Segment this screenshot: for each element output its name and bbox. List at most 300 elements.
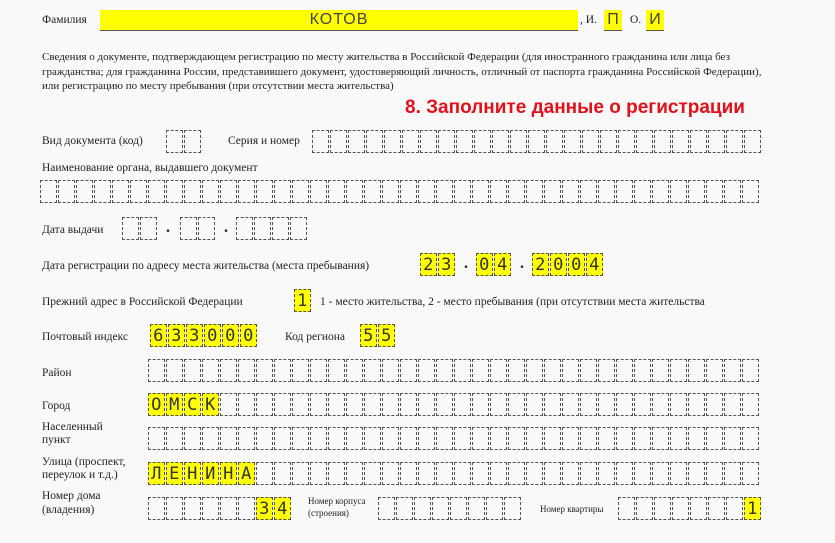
cell[interactable] [220,427,237,450]
cell[interactable] [238,427,255,450]
cell[interactable] [202,497,219,520]
cell[interactable] [382,180,399,203]
issuer-cells[interactable] [40,180,760,203]
cell[interactable] [400,359,417,382]
cell[interactable] [184,427,201,450]
cell[interactable] [328,180,345,203]
cell[interactable] [418,393,435,416]
cell[interactable] [742,462,759,485]
date-separator: . [520,255,524,272]
cell[interactable] [238,359,255,382]
cell[interactable] [346,180,363,203]
cell[interactable] [166,427,183,450]
cell[interactable] [688,359,705,382]
cell[interactable] [582,130,599,153]
cell[interactable] [634,359,651,382]
house-label-2: (владения) [42,504,95,516]
cell[interactable] [292,180,309,203]
cell[interactable] [256,393,273,416]
cell[interactable] [670,427,687,450]
cell[interactable] [400,393,417,416]
cell[interactable] [454,180,471,203]
cell[interactable] [634,393,651,416]
cell[interactable] [472,393,489,416]
prev-address-cells[interactable] [294,289,312,312]
cell[interactable] [492,130,509,153]
cell[interactable] [562,462,579,485]
cell[interactable]: М [166,393,183,416]
cell[interactable] [346,393,363,416]
cell[interactable]: 5 [378,324,395,347]
cell[interactable] [472,427,489,450]
cell[interactable] [580,427,597,450]
cell[interactable] [708,497,725,520]
cell[interactable] [618,497,635,520]
cell[interactable] [526,427,543,450]
cell[interactable] [564,130,581,153]
cell[interactable] [366,130,383,153]
cell[interactable] [454,393,471,416]
cell[interactable] [490,393,507,416]
cell[interactable] [436,393,453,416]
cell[interactable] [220,497,237,520]
cell[interactable] [274,393,291,416]
cell[interactable] [618,130,635,153]
cell[interactable] [292,462,309,485]
cell[interactable] [742,180,759,203]
street-cells[interactable] [148,462,760,485]
cell[interactable] [504,497,521,520]
cell[interactable] [580,180,597,203]
cell[interactable] [688,462,705,485]
cell[interactable] [634,180,651,203]
street-label-2: переулок и т.д.) [42,469,118,481]
cell[interactable]: 1 [294,289,311,312]
cell[interactable] [616,359,633,382]
cell[interactable] [672,497,689,520]
cell[interactable] [328,393,345,416]
cell[interactable]: 6 [150,324,167,347]
cell[interactable] [544,359,561,382]
district-cells[interactable] [148,359,760,382]
cell[interactable] [688,393,705,416]
cell[interactable] [418,462,435,485]
cell[interactable] [454,427,471,450]
cell[interactable]: С [184,393,201,416]
region-cells[interactable] [360,324,396,347]
cell[interactable] [346,427,363,450]
cell[interactable] [544,393,561,416]
cell[interactable]: 3 [438,253,455,276]
cell[interactable] [636,497,653,520]
cell[interactable]: 4 [586,253,603,276]
cell[interactable] [742,427,759,450]
cell[interactable] [724,359,741,382]
cell[interactable] [690,497,707,520]
cell[interactable] [364,180,381,203]
intro-paragraph: Сведения о документе, подтверждающем регистрацию по месту жительства в Российской Федерации (для иностранного гражданина или лица без гражданства; для гражданина России, представившего документ, удостоверяющий личность, отличный от паспорта гражданина Российской Федерации), или регистрацию по месту пребывания (при отсутствии места жительства) [42,51,762,92]
cell[interactable] [508,462,525,485]
cell[interactable]: 5 [360,324,377,347]
street-label: Улица (проспект, [42,456,126,468]
prev-address-hint: 1 - место жительства, 2 - место пребывания (при отсутствии места жительства [320,296,705,308]
cell[interactable] [456,130,473,153]
cell[interactable] [544,180,561,203]
cell[interactable] [472,359,489,382]
cell[interactable]: Е [166,462,183,485]
cell[interactable] [742,393,759,416]
issue-month-cells[interactable] [180,217,216,240]
cell[interactable]: 0 [568,253,585,276]
cell[interactable] [616,427,633,450]
postal-cells[interactable] [150,324,258,347]
cell[interactable] [652,180,669,203]
cell[interactable] [414,497,431,520]
cell[interactable] [634,427,651,450]
cell[interactable] [148,497,165,520]
settlement-label: Населенный [42,421,103,433]
cell[interactable] [724,462,741,485]
cell[interactable] [688,180,705,203]
cell[interactable] [290,217,307,240]
cell[interactable]: 1 [744,497,761,520]
cell[interactable] [292,393,309,416]
cell[interactable]: А [238,462,255,485]
cell[interactable] [670,393,687,416]
cell[interactable] [328,359,345,382]
surname-field[interactable]: КОТОВ [100,10,578,31]
cell[interactable] [396,497,413,520]
reg-date-label: Дата регистрации по адресу места жительства (места пребывания) [42,260,370,272]
cell[interactable] [598,393,615,416]
building-cells[interactable] [378,497,522,520]
cell[interactable] [432,497,449,520]
cell[interactable] [690,130,707,153]
cell[interactable] [238,497,255,520]
issuer-label: Наименование органа, выдавшего документ [42,162,258,174]
cell[interactable] [292,427,309,450]
cell[interactable] [166,130,183,153]
cell[interactable] [346,359,363,382]
cell[interactable] [202,359,219,382]
cell[interactable] [724,393,741,416]
date-separator: . [224,219,228,236]
cell[interactable] [706,462,723,485]
cell[interactable] [148,180,165,203]
apartment-label: Номер квартиры [540,504,604,514]
cell[interactable] [652,427,669,450]
cell[interactable] [400,427,417,450]
cell[interactable] [202,180,219,203]
cell[interactable] [472,462,489,485]
city-label: Город [42,400,71,412]
district-label: Район [42,367,72,379]
cell[interactable] [528,130,545,153]
cell[interactable] [328,462,345,485]
cell[interactable] [256,180,273,203]
cell[interactable] [180,217,197,240]
initial-o-label: О. [630,14,642,26]
cell[interactable] [562,180,579,203]
cell[interactable] [670,462,687,485]
cell[interactable] [220,393,237,416]
cell[interactable] [274,359,291,382]
cell[interactable] [346,462,363,485]
cell[interactable] [436,180,453,203]
cell[interactable] [706,427,723,450]
cell[interactable]: Н [220,462,237,485]
cell[interactable] [184,130,201,153]
issue-year-cells[interactable] [236,217,308,240]
cell[interactable] [526,180,543,203]
cell[interactable] [166,497,183,520]
postal-label: Почтовый индекс [42,331,129,343]
cell[interactable] [724,427,741,450]
cell[interactable] [272,217,289,240]
cell[interactable] [364,359,381,382]
reg-year-cells[interactable] [532,253,604,276]
cell[interactable] [436,462,453,485]
cell[interactable] [450,497,467,520]
cell[interactable] [274,180,291,203]
cell[interactable] [274,427,291,450]
cell[interactable] [166,180,183,203]
cell[interactable] [328,427,345,450]
cell[interactable]: 3 [168,324,185,347]
cell[interactable]: 0 [476,253,493,276]
cell[interactable] [418,427,435,450]
cell[interactable]: О [148,393,165,416]
cell[interactable] [310,462,327,485]
cell[interactable] [256,427,273,450]
cell[interactable]: 0 [550,253,567,276]
cell[interactable] [148,427,165,450]
doc-type-cells[interactable] [166,130,202,153]
cell[interactable] [130,180,147,203]
prev-address-label: Прежний адрес в Российской Федерации [42,296,243,308]
cell[interactable]: 3 [256,497,273,520]
cell[interactable] [526,359,543,382]
cell[interactable]: Н [184,462,201,485]
cell[interactable] [670,180,687,203]
step-title: 8. Заполните данные о регистрации [405,97,745,118]
cell[interactable]: 2 [420,253,437,276]
initial-i-field[interactable]: П [604,10,622,31]
doc-type-label: Вид документа (код) [42,135,143,147]
cell[interactable] [508,427,525,450]
reg-month-cells[interactable] [476,253,512,276]
series-number-label: Серия и номер [228,135,300,147]
cell[interactable] [510,130,527,153]
cell[interactable]: 3 [186,324,203,347]
cell[interactable] [672,130,689,153]
series-number-cells[interactable] [312,130,762,153]
cell[interactable] [140,217,157,240]
cell[interactable] [490,427,507,450]
cell[interactable]: 0 [222,324,239,347]
settlement-label-2: пункт [42,434,71,446]
cell[interactable] [706,393,723,416]
cell[interactable] [312,130,329,153]
cell[interactable] [256,462,273,485]
cell[interactable] [706,180,723,203]
cell[interactable] [708,130,725,153]
cell[interactable] [526,393,543,416]
cell[interactable] [310,359,327,382]
cell[interactable] [220,180,237,203]
cell[interactable] [706,359,723,382]
cell[interactable] [546,130,563,153]
cell[interactable] [454,462,471,485]
cell[interactable] [310,427,327,450]
cell[interactable] [742,359,759,382]
initial-i-label: , И. [580,14,597,26]
cell[interactable] [616,462,633,485]
cell[interactable]: 0 [240,324,257,347]
cell[interactable] [274,462,291,485]
cell[interactable] [184,497,201,520]
cell[interactable] [726,497,743,520]
cell[interactable] [310,393,327,416]
cell[interactable] [58,180,75,203]
cell[interactable] [544,427,561,450]
reg-day-cells[interactable] [420,253,456,276]
cell[interactable] [744,130,761,153]
cell[interactable] [438,130,455,153]
cell[interactable]: 4 [494,253,511,276]
cell[interactable] [384,130,401,153]
cell[interactable] [580,393,597,416]
cell[interactable] [310,180,327,203]
cell[interactable] [256,359,273,382]
cell[interactable]: 4 [274,497,291,520]
cell[interactable] [562,359,579,382]
initial-o-field[interactable]: И [646,10,664,31]
cell[interactable] [636,130,653,153]
cell[interactable] [76,180,93,203]
cell[interactable]: 0 [204,324,221,347]
cell[interactable] [490,359,507,382]
cell[interactable] [472,180,489,203]
settlement-cells[interactable] [148,427,760,450]
cell[interactable] [166,359,183,382]
cell[interactable] [654,130,671,153]
cell[interactable] [600,130,617,153]
cell[interactable] [598,427,615,450]
cell[interactable] [184,359,201,382]
cell[interactable] [238,393,255,416]
cell[interactable] [468,497,485,520]
cell[interactable] [652,359,669,382]
issue-date-label: Дата выдачи [42,224,104,236]
cell[interactable] [40,180,57,203]
cell[interactable] [236,217,253,240]
cell[interactable] [724,180,741,203]
cell[interactable] [508,180,525,203]
cell[interactable] [238,180,255,203]
city-cells[interactable] [148,393,760,416]
cell[interactable] [526,462,543,485]
cell[interactable] [378,497,395,520]
cell[interactable]: 2 [532,253,549,276]
cell[interactable] [634,462,651,485]
cell[interactable] [418,359,435,382]
cell[interactable] [382,427,399,450]
cell[interactable] [436,427,453,450]
cell[interactable] [112,180,129,203]
cell[interactable] [598,462,615,485]
cell[interactable] [486,497,503,520]
cell[interactable] [670,359,687,382]
cell[interactable] [382,359,399,382]
cell[interactable] [348,130,365,153]
cell[interactable] [454,359,471,382]
cell[interactable] [400,180,417,203]
cell[interactable] [184,180,201,203]
cell[interactable] [562,427,579,450]
cell[interactable] [474,130,491,153]
cell[interactable] [688,427,705,450]
cell[interactable] [654,497,671,520]
cell[interactable] [490,180,507,203]
cell[interactable] [198,217,215,240]
cell[interactable] [402,130,419,153]
cell[interactable] [364,393,381,416]
cell[interactable]: И [202,462,219,485]
cell[interactable] [400,462,417,485]
cell[interactable] [508,393,525,416]
cell[interactable] [508,359,525,382]
cell[interactable] [364,462,381,485]
cell[interactable] [420,130,437,153]
cell[interactable] [598,359,615,382]
cell[interactable] [148,359,165,382]
cell[interactable] [616,393,633,416]
cell[interactable] [382,462,399,485]
apartment-cells[interactable] [618,497,762,520]
cell[interactable] [580,359,597,382]
cell[interactable] [616,180,633,203]
date-separator: . [166,219,170,236]
cell[interactable] [490,462,507,485]
surname-label: Фамилия [42,14,87,26]
date-separator: . [464,255,468,272]
cell[interactable] [254,217,271,240]
region-label: Код региона [285,331,345,343]
cell[interactable] [330,130,347,153]
house-cells[interactable] [148,497,292,520]
cell[interactable] [598,180,615,203]
cell[interactable] [202,427,219,450]
issue-day-cells[interactable] [122,217,158,240]
cell[interactable] [436,359,453,382]
cell[interactable] [364,427,381,450]
cell[interactable] [382,393,399,416]
cell[interactable] [726,130,743,153]
cell[interactable] [94,180,111,203]
cell[interactable] [580,462,597,485]
cell[interactable] [652,462,669,485]
cell[interactable] [544,462,561,485]
cell[interactable] [122,217,139,240]
cell[interactable] [562,393,579,416]
cell[interactable] [418,180,435,203]
cell[interactable]: Л [148,462,165,485]
cell[interactable]: К [202,393,219,416]
cell[interactable] [220,359,237,382]
cell[interactable] [292,359,309,382]
cell[interactable] [652,393,669,416]
